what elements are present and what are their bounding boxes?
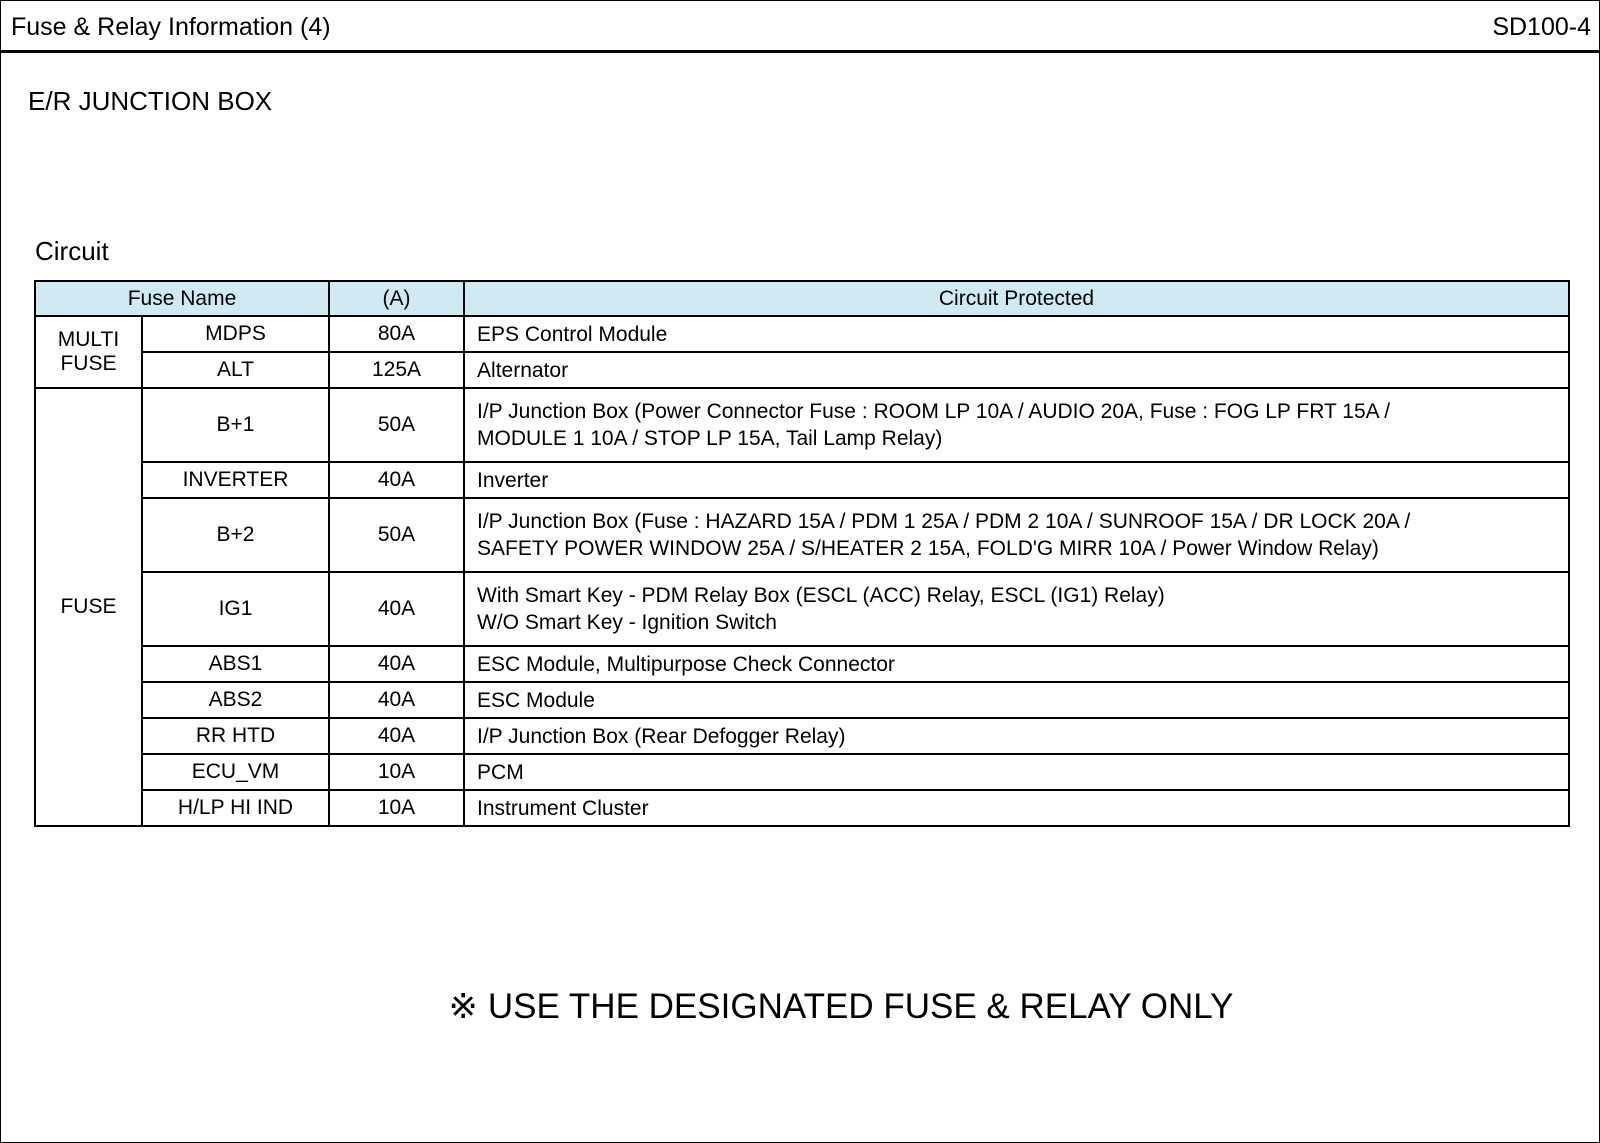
table-row	[35, 572, 1569, 646]
section-title: E/R JUNCTION BOX	[28, 86, 273, 116]
fuse-name-cell: ABS1	[142, 646, 329, 682]
fuse-name-cell: B+1	[142, 388, 329, 462]
table-row	[35, 316, 1569, 352]
table-row	[35, 682, 1569, 718]
table-row	[35, 754, 1569, 790]
fuse-name-cell: IG1	[142, 572, 329, 646]
circuit-line: PCM	[477, 760, 524, 784]
circuit-protected-cell	[464, 316, 1569, 352]
fuse-name-cell: ALT	[142, 352, 329, 388]
circuit-protected-cell	[464, 352, 1569, 388]
table-row	[35, 790, 1569, 826]
circuit-line: With Smart Key - PDM Relay Box (ESCL (ACC) Relay, ESCL (IG1) Relay)	[477, 584, 1165, 607]
circuit-protected-cell	[464, 682, 1569, 718]
circuit-line: I/P Junction Box (Power Connector Fuse : ROOM LP 10A / AUDIO 20A, Fuse : FOG LP FRT 15A /	[477, 400, 1391, 423]
circuit-line: MODULE 1 10A / STOP LP 15A, Tail Lamp Relay)	[477, 427, 943, 450]
circuit-line: Instrument Cluster	[477, 796, 649, 820]
circuit-line: ESC Module, Multipurpose Check Connector	[477, 652, 895, 676]
table-row	[35, 498, 1569, 572]
amperage-cell: 50A	[329, 388, 464, 462]
table-header-row	[35, 281, 1569, 316]
fuse-table	[34, 280, 1570, 827]
page-code: SD100-4	[1492, 13, 1591, 41]
table-row	[35, 352, 1569, 388]
fuse-name-cell: ABS2	[142, 682, 329, 718]
circuit-line: Inverter	[477, 468, 549, 492]
amperage-cell: 50A	[329, 498, 464, 572]
circuit-protected-cell	[464, 498, 1569, 572]
table-row	[35, 646, 1569, 682]
page-title: Fuse & Relay Information (4)	[11, 13, 331, 41]
circuit-line: ESC Module	[477, 688, 595, 712]
table-row	[35, 718, 1569, 754]
fuse-name-cell: RR HTD	[142, 718, 329, 754]
amperage-cell: 40A	[329, 572, 464, 646]
amperage-cell: 125A	[329, 352, 464, 388]
fuse-name-cell: ECU_VM	[142, 754, 329, 790]
circuit-line: W/O Smart Key - Ignition Switch	[477, 611, 777, 634]
amperage-cell: 10A	[329, 790, 464, 826]
header-circuit-protected: Circuit Protected	[464, 281, 1569, 316]
warning-note	[1, 987, 1600, 1027]
circuit-protected-cell	[464, 790, 1569, 826]
circuit-protected-cell	[464, 388, 1569, 462]
circuit-line: SAFETY POWER WINDOW 25A / S/HEATER 2 15A, FOLD'G MIRR 10A / Power Window Relay)	[477, 537, 1379, 560]
amperage-cell: 40A	[329, 682, 464, 718]
fuse-table-body	[35, 316, 1569, 826]
reference-mark-icon: ※	[448, 987, 478, 1027]
page-header	[1, 1, 1599, 53]
amperage-cell: 40A	[329, 646, 464, 682]
fuse-group-label: FUSE	[35, 388, 142, 826]
circuit-line: Alternator	[477, 358, 569, 382]
amperage-cell: 80A	[329, 316, 464, 352]
circuit-protected-cell	[464, 572, 1569, 646]
fuse-name-cell: B+2	[142, 498, 329, 572]
table-row	[35, 388, 1569, 462]
circuit-line: EPS Control Module	[477, 322, 668, 346]
warning-text: USE THE DESIGNATED FUSE & RELAY ONLY	[487, 987, 1234, 1026]
header-amps: (A)	[329, 281, 464, 316]
header-fuse-name: Fuse Name	[35, 281, 329, 316]
amperage-cell: 10A	[329, 754, 464, 790]
fuse-name-cell: INVERTER	[142, 462, 329, 498]
table-row	[35, 462, 1569, 498]
circuit-protected-cell	[464, 718, 1569, 754]
circuit-line: I/P Junction Box (Rear Defogger Relay)	[477, 724, 846, 748]
circuit-protected-cell	[464, 462, 1569, 498]
fuse-name-cell: H/LP HI IND	[142, 790, 329, 826]
circuit-line: I/P Junction Box (Fuse : HAZARD 15A / PDM 1 25A / PDM 2 10A / SUNROOF 15A / DR LOCK 20A /	[477, 510, 1411, 533]
circuit-protected-cell	[464, 754, 1569, 790]
fuse-group-label: MULTI FUSE	[35, 316, 142, 388]
circuit-protected-cell	[464, 646, 1569, 682]
amperage-cell: 40A	[329, 718, 464, 754]
fuse-name-cell: MDPS	[142, 316, 329, 352]
table-caption: Circuit	[35, 236, 109, 266]
amperage-cell: 40A	[329, 462, 464, 498]
